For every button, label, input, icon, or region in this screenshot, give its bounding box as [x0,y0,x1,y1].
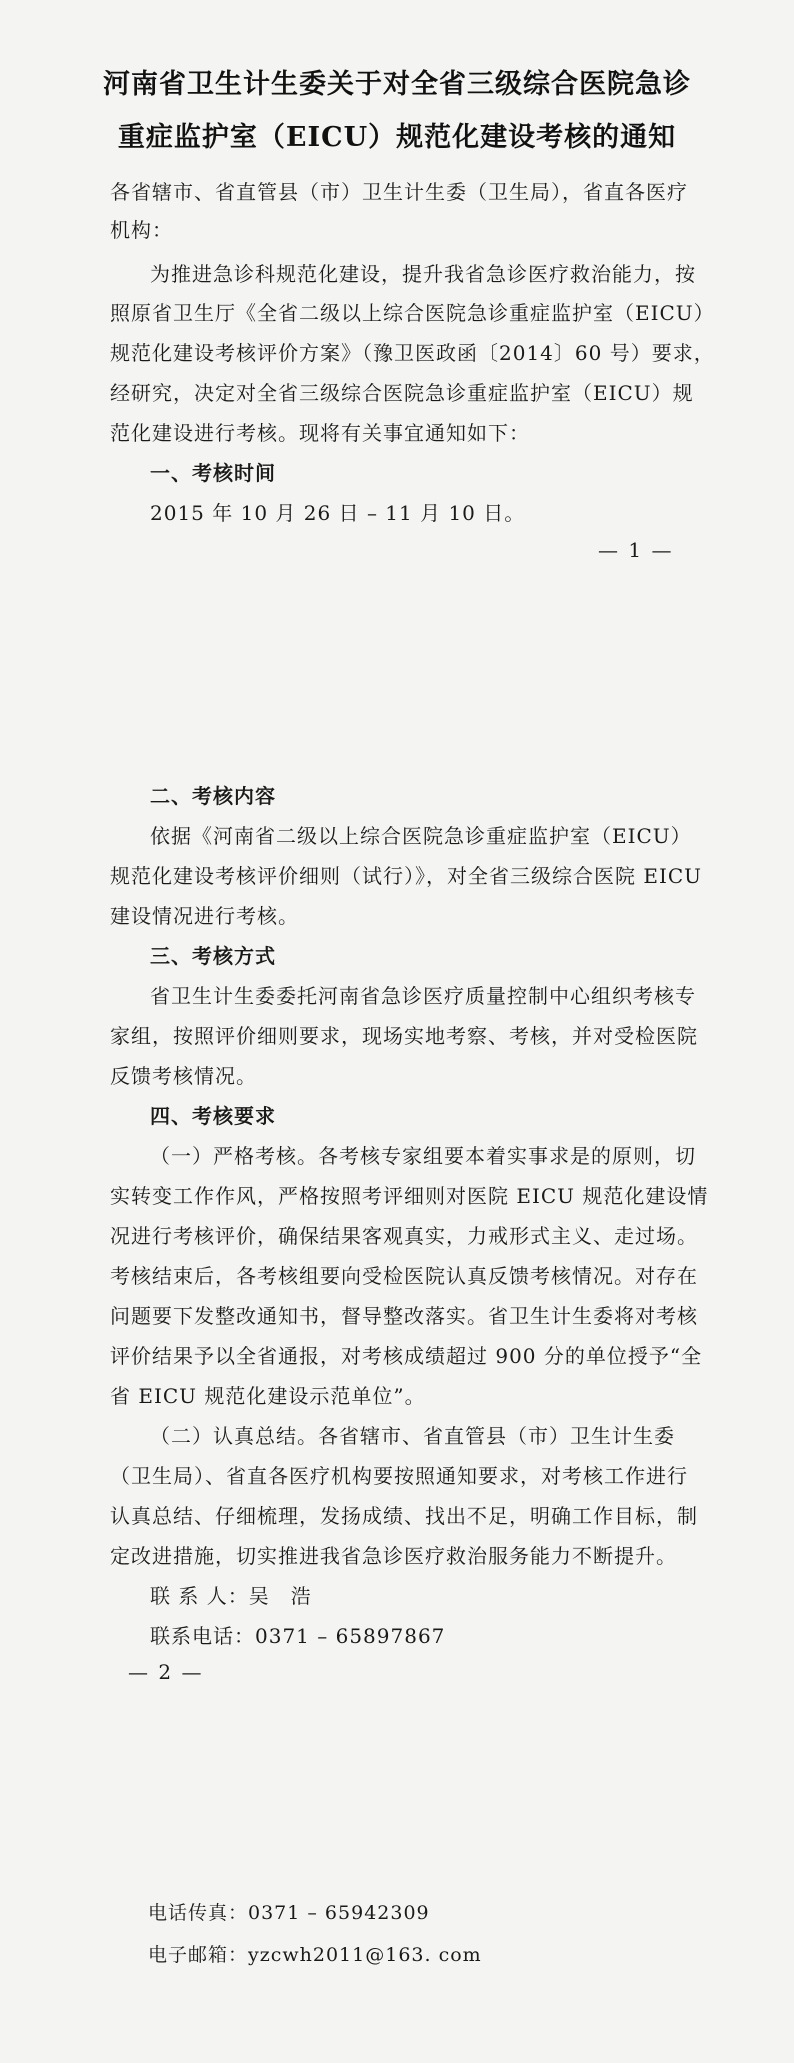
section-1-body: 2015 年 10 月 26 日 – 11 月 10 日。 [150,501,526,525]
section-4-item-1-line-7: 省 EICU 规范化建设示范单位”。 [110,1384,426,1408]
section-4-item-1-line-2: 实转变工作作风，严格按照考评细则对医院 EICU 规范化建设情 [110,1184,709,1208]
footer-email: 电子邮箱：yzcwh2011@163. com [148,1944,482,1966]
section-4-item-1-line-1: （一）严格考核。各考核专家组要本着实事求是的原则，切 [150,1144,696,1168]
intro-line-5: 范化建设进行考核。现将有关事宜通知如下： [110,421,530,445]
page-number-1: — 1 — [598,538,674,562]
section-4-heading: 四、考核要求 [150,1104,276,1128]
section-4-item-2-line-1: （二）认真总结。各省辖市、省直管县（市）卫生计生委 [150,1424,675,1448]
intro-line-2: 照原省卫生厅《全省二级以上综合医院急诊重症监护室（EICU） [110,301,715,325]
section-4-item-1-line-6: 评价结果予以全省通报，对考核成绩超过 900 分的单位授予“全 [110,1344,703,1368]
section-2-line-2: 规范化建设考核评价细则（试行）》，对全省三级综合医院 EICU [110,864,703,888]
section-2-line-1: 依据《河南省二级以上综合医院急诊重症监护室（EICU） [150,824,692,848]
document-title-line-2: 重症监护室（EICU）规范化建设考核的通知 [117,122,677,153]
section-4-item-2-line-2: （卫生局）、省直各医疗机构要按照通知要求，对考核工作进行 [110,1464,688,1488]
section-4-item-2-line-4: 定改进措施，切实推进我省急诊医疗救治服务能力不断提升。 [110,1544,677,1568]
section-3-heading: 三、考核方式 [150,944,276,968]
footer-fax: 电话传真：0371 – 65942309 [148,1902,430,1924]
section-4-item-2-line-3: 认真总结、仔细梳理，发扬成绩、找出不足，明确工作目标，制 [110,1504,698,1528]
intro-line-3: 规范化建设考核评价方案》（豫卫医政函〔2014〕60 号）要求， [110,341,715,365]
document-page-2 [0,760,794,2063]
contact-phone: 联系电话：0371 – 65897867 [150,1624,446,1648]
addressee-line-2: 机构： [110,218,173,242]
section-1-heading: 一、考核时间 [150,461,276,485]
document-page-1 [0,0,794,760]
section-3-line-1: 省卫生计生委委托河南省急诊医疗质量控制中心组织考核专 [150,984,696,1008]
section-3-line-2: 家组，按照评价细则要求，现场实地考察、考核，并对受检医院 [110,1024,698,1048]
contact-person: 联 系 人：吴 浩 [150,1584,312,1608]
page-number-2: — 2 — [128,1660,204,1684]
section-2-line-3: 建设情况进行考核。 [110,904,299,928]
section-4-item-1-line-5: 问题要下发整改通知书，督导整改落实。省卫生计生委将对考核 [110,1304,698,1328]
section-3-line-3: 反馈考核情况。 [110,1064,257,1088]
document-title-line-1: 河南省卫生计生委关于对全省三级综合医院急诊 [103,69,691,100]
section-4-item-1-line-4: 考核结束后，各考核组要向受检医院认真反馈考核情况。对存在 [110,1264,698,1288]
intro-line-1: 为推进急诊科规范化建设，提升我省急诊医疗救治能力，按 [150,262,696,286]
addressee-line-1: 各省辖市、省直管县（市）卫生计生委（卫生局），省直各医疗 [110,180,688,204]
section-2-heading: 二、考核内容 [150,784,276,808]
section-4-item-1-line-3: 况进行考核评价，确保结果客观真实，力戒形式主义、走过场。 [110,1224,698,1248]
intro-line-4: 经研究，决定对全省三级综合医院急诊重症监护室（EICU）规 [110,381,694,405]
